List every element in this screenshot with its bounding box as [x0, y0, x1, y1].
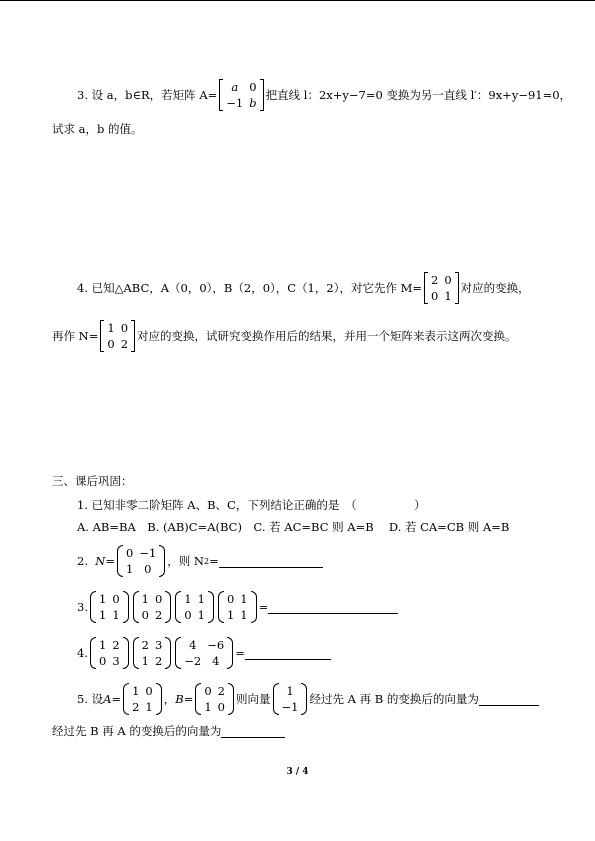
q4-n21: 0 [107, 337, 115, 351]
s-q2-num: 2. [77, 554, 88, 568]
section-title: 三、课后巩固： [52, 474, 133, 488]
q4-line2-prefix: 再作 N= [52, 329, 99, 343]
s-q3-m1 [90, 591, 129, 623]
s-q4-m1-21: 0 [98, 654, 107, 668]
q3-matrix-a [219, 79, 263, 111]
q3-a12: 0 [249, 80, 257, 94]
q4-line2 [52, 320, 517, 352]
s-q4-m2-22: 2 [154, 654, 163, 668]
s-q3-m4 [218, 591, 257, 623]
s-q5-b21: 1 [204, 700, 212, 714]
s-q5-b12: 2 [217, 684, 225, 698]
q3-a22: b [249, 96, 257, 110]
s-q4-eq: = [235, 646, 245, 660]
q4-n11: 1 [107, 321, 115, 335]
s-q4-num: 4. [77, 646, 88, 660]
s-q5-line1 [77, 683, 539, 715]
s-q4-m3-22: 4 [212, 654, 220, 668]
s-q2-then: ，则 N [167, 554, 204, 568]
s-q1-options: A. AB=BA B. (AB)C=A(BC) C. 若 AC=BC 则 A=B D. 若 CA=CB 则 A=B [77, 520, 510, 534]
s-q3-answer-blank[interactable] [268, 601, 398, 614]
s-q3-m3-12: 1 [197, 592, 205, 606]
s-q4-answer-blank[interactable] [245, 647, 331, 660]
q3-a21: −1 [226, 96, 244, 110]
s-q5-line2 [52, 723, 285, 739]
s-q2-answer-blank[interactable] [219, 555, 323, 568]
s-q5-b22: 0 [217, 700, 225, 714]
s-q5-a21: 2 [132, 700, 140, 714]
s-q5-eq-b: = [183, 692, 194, 706]
s-q4-m3-12: −6 [207, 638, 225, 652]
s-q5-a12: 0 [145, 684, 153, 698]
s-q3-m2-22: 2 [154, 608, 163, 622]
s-q3-m2-11: 1 [141, 592, 149, 606]
s-q2-tail: = [209, 554, 219, 568]
q4-line2-suffix: 对应的变换，试研究变换作用后的结果，并用一个矩阵来表示这两次变换。 [137, 329, 517, 343]
page-number: 3 / 4 [286, 767, 309, 777]
q4-matrix-m [424, 272, 459, 304]
q4-line1 [77, 272, 530, 304]
s-q4-m3 [175, 637, 233, 669]
s-q3-m2-12: 0 [154, 592, 163, 606]
s-q4-m2-21: 1 [141, 654, 149, 668]
q4-n12: 0 [120, 321, 129, 335]
q3-prefix: 3. 设 a，b∈R，若矩阵 A= [77, 88, 218, 102]
q3-suffix: 把直线 l：2x+y−7=0 变换为另一直线 l′：9x+y−91=0， [265, 88, 572, 102]
q3-line1 [77, 79, 571, 111]
q4-m12: 0 [444, 273, 452, 287]
s-q2-eq: = [105, 554, 115, 568]
s-q2-var: N [95, 554, 106, 568]
s-q3-num: 3. [77, 600, 88, 614]
s-q1-text: 1. 已知非零二阶矩阵 A、B、C，下列结论正确的是 （ ） [77, 498, 426, 512]
s-q5-v1: 1 [286, 684, 294, 698]
s-q4-m3-21: −2 [184, 654, 202, 668]
s-q3-m1-22: 1 [112, 608, 120, 622]
s-q3-m4-21: 1 [226, 608, 235, 622]
s-q5-a11: 1 [132, 684, 140, 698]
s-q3-m4-22: 1 [240, 608, 248, 622]
s-q5-b11: 0 [204, 684, 212, 698]
s-q3-m1-11: 1 [98, 592, 107, 606]
s-q2-m11: 0 [126, 546, 134, 560]
q3-line2: 试求 a，b 的值。 [52, 122, 143, 136]
s-q3 [77, 591, 398, 623]
s-q4-m2 [133, 637, 172, 669]
s-q5-var-b: B [175, 692, 184, 706]
s-q2-matrix [117, 545, 165, 577]
s-q3-m1-21: 1 [98, 608, 107, 622]
s-q5-mid: 则向量 [236, 692, 271, 706]
q4-m22: 1 [444, 289, 452, 303]
q4-prefix: 4. 已知△ABC，A（0，0），B（2，0），C（1，2），对它先作 M= [77, 281, 423, 295]
s-q4-m2-12: 3 [154, 638, 163, 652]
s-q5-line2-text: 经过先 B 再 A 的变换后的向量为 [52, 724, 222, 738]
s-q3-m2 [133, 591, 172, 623]
q4-suffix: 对应的变换， [460, 281, 530, 295]
s-q3-m3-21: 0 [184, 608, 192, 622]
s-q5-eq-a: = [111, 692, 122, 706]
top-rule [0, 0, 595, 1]
s-q3-m3-11: 1 [184, 592, 192, 606]
s-q3-m1-12: 0 [112, 592, 120, 606]
s-q5-var-a: A [103, 692, 112, 706]
s-q2-m21: 1 [126, 562, 134, 576]
s-q2 [77, 545, 323, 577]
s-q3-m3 [175, 591, 214, 623]
q4-m21: 0 [431, 289, 439, 303]
s-q5-v2: −1 [281, 700, 299, 714]
s-q4-m2-11: 2 [141, 638, 149, 652]
q4-n22: 2 [120, 337, 129, 351]
s-q5-vector [273, 683, 308, 715]
s-q5-comma: ， [163, 692, 176, 706]
s-q5-answer-blank-1[interactable] [479, 693, 539, 706]
s-q4-m1-22: 3 [112, 654, 120, 668]
s-q5-a22: 1 [145, 700, 153, 714]
s-q3-m4-11: 0 [226, 592, 235, 606]
s-q3-m3-22: 1 [197, 608, 205, 622]
s-q4-m1 [90, 637, 129, 669]
s-q3-eq: = [258, 600, 269, 614]
s-q5-matrix-a [123, 683, 162, 715]
s-q4-m3-11: 4 [189, 638, 197, 652]
s-q3-m2-21: 0 [141, 608, 149, 622]
q3-a11: a [231, 80, 239, 94]
q4-m11: 2 [431, 273, 439, 287]
s-q5-prefix: 5. 设 [77, 692, 104, 706]
s-q4 [77, 637, 331, 669]
s-q4-m1-11: 1 [98, 638, 107, 652]
s-q3-m4-12: 1 [240, 592, 248, 606]
s-q2-m12: −1 [139, 546, 157, 560]
s-q5-answer-blank-2[interactable] [221, 725, 285, 738]
q4-matrix-n [100, 320, 135, 352]
s-q5-suffix: 经过先 A 再 B 的变换后的向量为 [309, 692, 479, 706]
s-q5-matrix-b [195, 683, 234, 715]
s-q4-m1-12: 2 [112, 638, 120, 652]
s-q2-m22: 0 [144, 562, 152, 576]
s-q2-sup: 2 [204, 556, 210, 566]
